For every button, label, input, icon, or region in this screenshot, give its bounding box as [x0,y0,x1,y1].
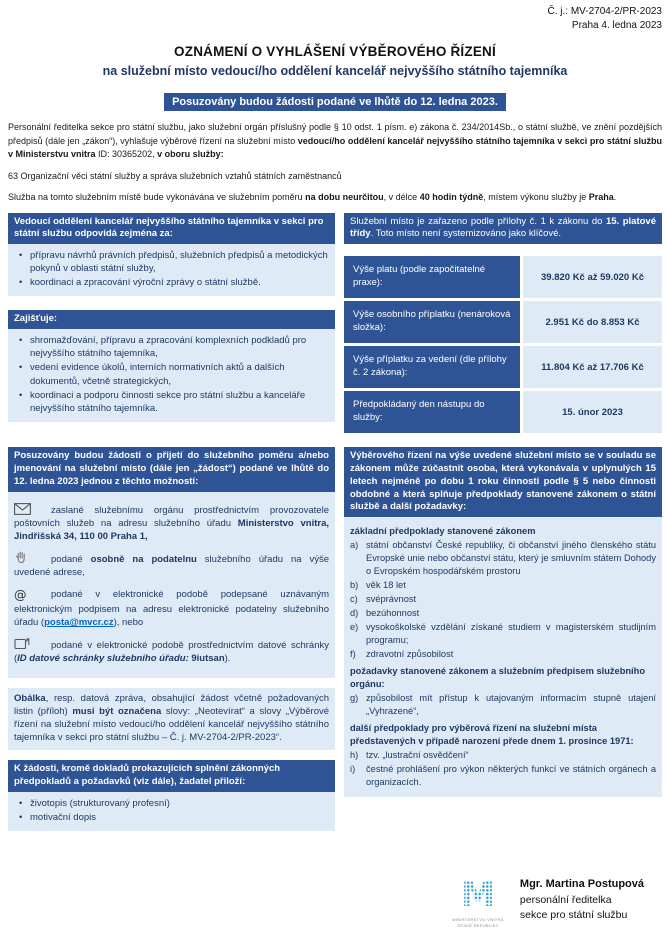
salary-row-value: 15. únor 2023 [523,391,662,433]
salary-table [344,256,662,433]
attachments-item: • motivační dopis [30,811,329,824]
eligibility-subhead: další předpoklady pro výběrová řízení na služební místa představených v případě narození přede dnem 1. prosince 1971: [350,723,634,747]
item-label: a) [350,540,359,551]
text-run: 40 hodin týdně [419,192,484,202]
salary-row-label: Výše osobního příplatku (nenároková složka): [344,301,520,343]
item-label: f) [350,649,356,660]
item-label: g) [350,693,359,704]
ensures-item: • vedení evidence úkolů, interních normativních aktů a dalších dokumentů, včetně strategických, [30,361,329,387]
ministry-logo [452,877,504,928]
deadline-banner: Posuzovány budou žádosti podané ve lhůtě do 12. ledna 2023. [164,93,506,111]
item-text: státní občanství České republiky, či občanství jiného členského státu Evropské unie nebo občanství státu, který je smluvním státem Dohody o Evropském hospodářském prostoru [366,540,656,577]
text-run: Personální ředitelka sekce pro státní službu, jako služební orgán příslušný podle § 10 odst. 1 písm. e) zákona č. 234/2014Sb., o státní službě, ve znění pozdějších předpisů (dále jen „zákon“), vyhlašuje výběrové řízení na služební místo [8,122,662,146]
item-text: čestné prohlášení pro výkon některých funkcí ve státních orgánech a organizacích. [366,764,656,788]
text-run: . Toto místo není systemizováno jako klíčové. [370,228,562,240]
item-text: způsobilost mít přístup k utajovaným informacím stupně utajení „Vyhrazené“, [366,693,656,717]
ensures-item: • shromažďování, přípravu a zpracování komplexních podkladů pro nejvyššího státního tajemníka, [30,334,329,360]
text-run: , místem výkonu služby je [483,192,589,202]
intro-paragraph-2: 63 Organizační věci státní služby a správa služebních vztahů státních zaměstnanců [8,170,342,181]
signer-role-2: sekce pro státní službu [519,909,628,922]
applications-column [8,447,335,831]
item-text: tzv. „lustrační osvědčení“ [366,750,469,761]
text-run: zaslané služebnímu orgánu prostřednictvím provozovatele poštovních služeb na adresu služebního úřadu [14,504,329,529]
hand-icon [14,550,51,564]
text-run: Posuzovány budou [14,450,109,462]
salary-column [344,213,662,434]
duties-list [14,249,329,289]
eligibility-column [344,447,662,797]
sub-title: na služební místo vedoucí/ho oddělení kancelář nejvyššího státního tajemníka [102,64,568,78]
item-text: svéprávnost [366,594,417,605]
option-text [14,589,329,628]
text-run: žadatel přiloží: [179,776,246,788]
upper-columns [8,213,662,434]
text-run: Obálka [14,692,46,704]
envelope-icon [14,503,51,515]
text-run: podané v elektronické podobě podepsané uznávaným elektronickým podpisem na adresu elektronické podatelny služebního úřadu ( [14,589,329,629]
item-label: i) [350,764,356,775]
eligibility-item [350,579,656,592]
databox-icon [14,637,51,650]
text-run: služebního úřadu na výše uvedené adrese, [14,553,330,578]
salary-row-label: Výše příplatku za vedení (dle přílohy č. 2 zákona): [344,346,520,388]
text-run: ), nebo [113,617,144,629]
attachments-header [8,760,335,792]
signature-block [8,877,662,928]
text-run: osobně na podatelnu [90,553,197,565]
option-text [14,505,329,542]
doc-header [8,5,662,32]
signer-role-1: personální ředitelka [519,894,612,907]
text-run: žádosti [108,450,142,462]
duties-column [8,213,335,422]
option-text [14,554,329,578]
eligibility-item [350,593,656,606]
application-option-databox [14,637,329,665]
text-run: o přijetí do služebního poměru a/nebo jmenování na služební místo (dále jen [14,450,329,474]
eligibility-item [350,621,656,647]
text-run: Praha [588,192,614,202]
banner-row [8,92,662,111]
ensures-item: • koordinaci a podporu činnosti sekce pro státní službu a kanceláře nejvyššího státního tajemníka. [30,389,329,415]
text-run: Služební místo je zařazeno podle přílohy č. 1 k zákonu do [350,215,606,227]
text-run: ID: 30365202, [95,149,158,159]
svg-text:M: M [461,877,495,912]
text-run: jednou z těchto možností: [78,475,199,487]
signer-info [520,877,644,923]
intro-paragraph-1 [8,121,662,162]
item-text: zdravotní způsobilost [366,649,454,660]
text-run: na dobu neurčitou [305,192,384,202]
application-option-email [14,586,329,629]
text-run: Ministerstvo vnitra, Jindřišská 34, 110 00 Praha 1, [14,517,329,542]
lower-columns [8,447,662,831]
salary-row-value: 2.951 Kč do 8.853 Kč [523,301,662,343]
salary-row-label: Výše platu (podle započitatelné praxe): [344,256,520,298]
m-dots-logo [455,877,501,911]
text-run: , resp. datová zpráva, obsahující žádost včetně požadovaných listin (příloh) [14,692,329,717]
text-run: . [613,192,617,202]
text-run: 9iutsan [191,652,225,664]
attachments-item: • životopis (strukturovaný profesní) [30,797,329,810]
main-title: OZNÁMENÍ O VYHLÁŠENÍ VÝBĚROVÉHO ŘÍZENÍ [174,44,496,59]
item-label: d) [350,608,359,619]
item-label: b) [350,580,359,591]
text-run: „žádost“) [193,462,236,474]
attachments-body [8,792,335,831]
grade-panel [344,213,662,245]
salary-row-value: 39.820 Kč až 59.020 Kč [523,256,662,298]
logo-caption-line2: ČESKÉ REPUBLIKY [457,922,499,928]
eligibility-item [350,539,656,578]
option-text [14,640,329,664]
ensures-header: Zajišťuje: [8,310,335,329]
text-run: v oboru služby: [157,149,224,159]
signer-name: Mgr. Martina Postupová [519,878,644,891]
ensures-list [14,334,329,415]
eligibility-item [350,607,656,620]
at-sign-icon: @ [14,587,27,603]
text-run: podané [51,553,91,565]
text-run: ID datové schránky služebního úřadu: [17,652,189,664]
ensures-body [8,329,335,422]
text-run: vedoucí/ho oddělení kancelář nejvyššího státního tajemníka v sekci pro státní službu v Ministerstvu vnitra [8,135,662,159]
email-link[interactable]: posta@mvcr.cz [44,617,114,629]
item-label: c) [350,594,358,605]
eligibility-subhead: základní předpoklady stanovené zákonem [350,526,536,537]
envelope-marking-note [8,688,335,750]
item-label: h) [350,750,359,761]
eligibility-header: Výběrového řízení na výše uvedené služební místo se v souladu se zákonem může zúčastnit osoba, která vykonávala v uplynulých 15 letech nejméně po dobu 1 roku činnosti podle § 5 nebo činnosti obdobné a která splňuje předpoklady stanovené zákonem o státní službě a další požadavky: [344,447,662,517]
text-run: ). [224,652,231,664]
duties-item: • přípravu návrhů právních předpisů, služebních předpisů a metodických pokynů v oblasti státní služby, [30,249,329,275]
intro-paragraph-3 [8,191,662,205]
duties-body [8,244,335,296]
text-run: K žádosti, kromě dokladů prokazujících splnění zákonných předpokladů a požadavků [14,763,281,788]
text-run: 15. platové třídy [350,215,656,240]
application-option-in-person [14,550,329,579]
salary-row-value: 11.804 Kč až 17.706 Kč [523,346,662,388]
eligibility-item [350,692,656,718]
eligibility-item [350,648,656,661]
logo-caption [452,917,504,928]
text-run: , v délce [383,192,420,202]
logo-caption-line1: MINISTERSTVO VNITRA [452,917,504,923]
reference-number: Č. j.: MV-2704-2/PR-2023 [547,6,662,17]
applications-header [8,447,335,491]
text-run: Služba na tomto služebním místě bude vykonávána ve služebním poměru [8,192,306,202]
item-text: bezúhonnost [366,608,420,619]
eligibility-item [350,749,656,762]
salary-row-label: Předpokládaný den nástupu do služby: [344,391,520,433]
eligibility-item [350,763,656,789]
application-option-post [14,503,329,543]
eligibility-body [344,517,662,797]
text-run: podané ve lhůtě do 12. ledna 2023 [14,462,330,487]
duties-header: Vedoucí oddělení kancelář nejvyššího státního tajemníka v sekci pro státní službu odpovídá zejména za: [8,213,335,245]
text-run: slovy: „Neotevírat“ a slovy „Výběrové řízení na služební místo vedoucí/ho oddělení kancelář nejvyššího státního tajemníka v sekci pro státní službu – Č. j. MV-2704-2/PR-2023“. [14,705,330,744]
item-label: e) [350,622,359,633]
text-run: podané v elektronické podobě prostřednictvím datové schránky ( [14,639,329,664]
item-text: vysokoškolské vzdělání získané studiem v magisterském studijním programu; [366,622,656,646]
eligibility-subhead: požadavky stanovené zákonem a služebním předpisem služebního orgánu: [350,666,645,690]
place-and-date: Praha 4. ledna 2023 [571,19,662,31]
item-text: věk 18 let [366,580,406,591]
attachments-list [14,797,329,824]
intro-section [8,121,662,205]
duties-item: • koordinaci a zpracování výroční zprávy o státní službě. [30,276,329,289]
text-run: musí být označena [72,705,162,717]
text-run: (viz dále), [133,776,180,788]
applications-body [8,492,335,678]
